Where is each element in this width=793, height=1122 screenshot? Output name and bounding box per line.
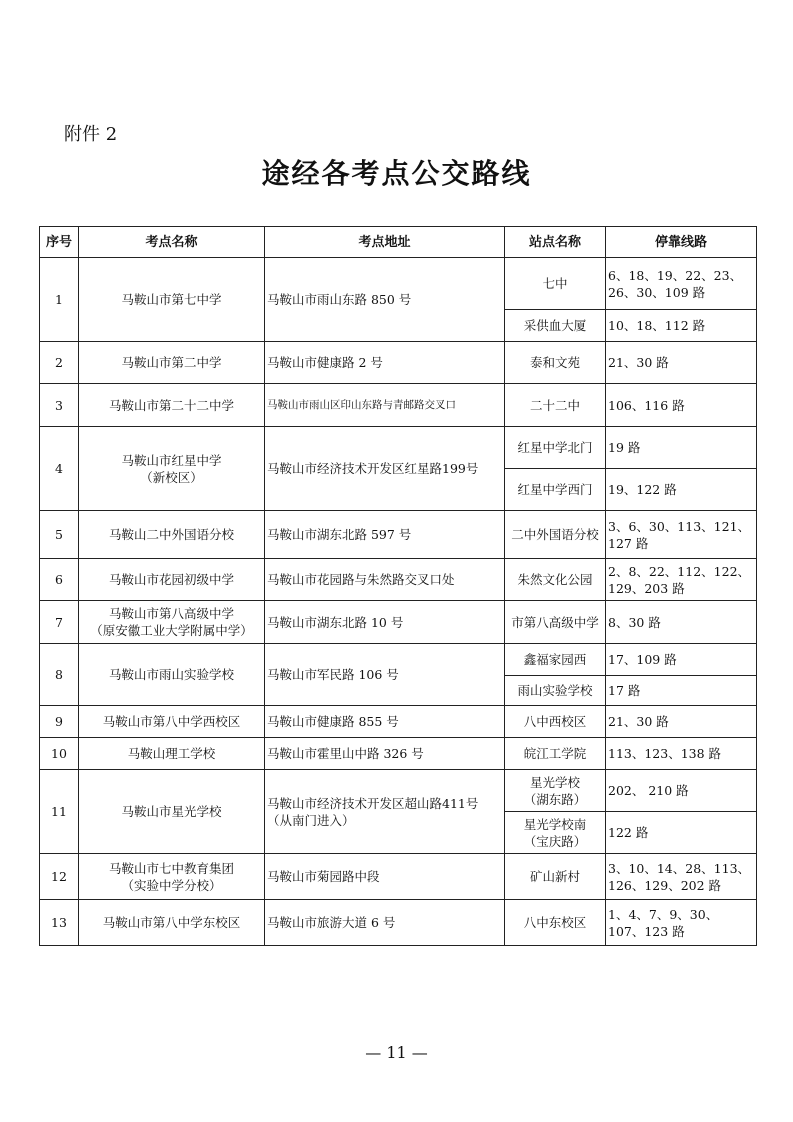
attachment-label: 附件 2 xyxy=(64,124,118,145)
table-row xyxy=(40,706,757,738)
cell-routes: 17、109 路 xyxy=(606,644,757,676)
cell-address: 马鞍山市旅游大道 6 号 xyxy=(265,900,505,946)
cell-address: 马鞍山市霍里山中路 326 号 xyxy=(265,738,505,770)
table-row xyxy=(40,559,757,601)
cell-stop-name: 鑫福家园西 xyxy=(505,644,606,676)
cell-stop-name: 七中 xyxy=(505,258,606,310)
cell-routes: 21、30 路 xyxy=(606,342,757,384)
cell-routes: 202、 210 路 xyxy=(606,770,757,812)
cell-school-name: 马鞍山市雨山实验学校 xyxy=(79,644,265,706)
cell-number: 8 xyxy=(40,644,79,706)
cell-stop-name: 市第八高级中学 xyxy=(505,601,606,644)
cell-school-name: 马鞍山市七中教育集团 （实验中学分校） xyxy=(79,854,265,900)
cell-routes: 2、8、22、112、122、129、203 路 xyxy=(606,559,757,601)
cell-routes: 6、18、19、22、23、26、30、109 路 xyxy=(606,258,757,310)
table-row xyxy=(40,770,757,812)
table-row xyxy=(40,854,757,900)
cell-stop-name: 二十二中 xyxy=(505,384,606,427)
cell-address: 马鞍山市湖东北路 597 号 xyxy=(265,511,505,559)
cell-stop-name: 采供血大厦 xyxy=(505,310,606,342)
cell-address: 马鞍山市经济技术开发区超山路411号（从南门进入） xyxy=(265,770,505,854)
table-row xyxy=(40,900,757,946)
cell-address: 马鞍山市健康路 2 号 xyxy=(265,342,505,384)
cell-stop-name: 矿山新村 xyxy=(505,854,606,900)
cell-stop-name: 八中东校区 xyxy=(505,900,606,946)
cell-address: 马鞍山市花园路与朱然路交叉口处 xyxy=(265,559,505,601)
cell-routes: 19、122 路 xyxy=(606,469,757,511)
table-row xyxy=(40,738,757,770)
table-row xyxy=(40,601,757,644)
cell-number: 3 xyxy=(40,384,79,427)
cell-number: 4 xyxy=(40,427,79,511)
cell-school-name: 马鞍山市第八高级中学 （原安徽工业大学附属中学） xyxy=(79,601,265,644)
cell-stop-name: 朱然文化公园 xyxy=(505,559,606,601)
table-row xyxy=(40,384,757,427)
cell-school-name: 马鞍山市红星中学 （新校区） xyxy=(79,427,265,511)
cell-routes: 10、18、112 路 xyxy=(606,310,757,342)
cell-address: 马鞍山市湖东北路 10 号 xyxy=(265,601,505,644)
cell-number: 5 xyxy=(40,511,79,559)
table-body xyxy=(40,258,757,946)
cell-school-name: 马鞍山市星光学校 xyxy=(79,770,265,854)
cell-routes: 3、10、14、28、113、126、129、202 路 xyxy=(606,854,757,900)
cell-stop-name: 二中外国语分校 xyxy=(505,511,606,559)
cell-routes: 113、123、138 路 xyxy=(606,738,757,770)
cell-stop-name: 星光学校南 （宝庆路） xyxy=(505,812,606,854)
bus-routes-table xyxy=(39,226,757,946)
cell-routes: 1、4、7、9、30、107、123 路 xyxy=(606,900,757,946)
cell-address: 马鞍山市军民路 106 号 xyxy=(265,644,505,706)
column-header-stop-name: 站点名称 xyxy=(505,227,606,258)
cell-stop-name: 红星中学西门 xyxy=(505,469,606,511)
table-row xyxy=(40,644,757,676)
cell-number: 2 xyxy=(40,342,79,384)
cell-number: 6 xyxy=(40,559,79,601)
cell-number: 11 xyxy=(40,770,79,854)
cell-routes: 3、6、30、113、121、127 路 xyxy=(606,511,757,559)
column-header-address: 考点地址 xyxy=(265,227,505,258)
column-header-no: 序号 xyxy=(40,227,79,258)
cell-routes: 122 路 xyxy=(606,812,757,854)
cell-number: 9 xyxy=(40,706,79,738)
cell-school-name: 马鞍山市第二十二中学 xyxy=(79,384,265,427)
column-header-school-name: 考点名称 xyxy=(79,227,265,258)
table-header-row xyxy=(40,227,757,258)
cell-school-name: 马鞍山市花园初级中学 xyxy=(79,559,265,601)
cell-number: 12 xyxy=(40,854,79,900)
cell-address: 马鞍山市健康路 855 号 xyxy=(265,706,505,738)
cell-stop-name: 八中西校区 xyxy=(505,706,606,738)
page-number: — 11 — xyxy=(365,1043,428,1062)
cell-routes: 8、30 路 xyxy=(606,601,757,644)
cell-number: 1 xyxy=(40,258,79,342)
cell-number: 10 xyxy=(40,738,79,770)
cell-stop-name: 皖江工学院 xyxy=(505,738,606,770)
table-row xyxy=(40,342,757,384)
cell-school-name: 马鞍山理工学校 xyxy=(79,738,265,770)
cell-school-name: 马鞍山市第二中学 xyxy=(79,342,265,384)
table-row xyxy=(40,511,757,559)
cell-number: 13 xyxy=(40,900,79,946)
cell-stop-name: 泰和文苑 xyxy=(505,342,606,384)
cell-routes: 17 路 xyxy=(606,676,757,706)
column-header-routes: 停靠线路 xyxy=(606,227,757,258)
table-row xyxy=(40,427,757,469)
table-row xyxy=(40,258,757,310)
cell-address: 马鞍山市雨山区印山东路与青邮路交叉口 xyxy=(265,384,505,427)
cell-stop-name: 红星中学北门 xyxy=(505,427,606,469)
cell-school-name: 马鞍山市第八中学东校区 xyxy=(79,900,265,946)
cell-school-name: 马鞍山市第八中学西校区 xyxy=(79,706,265,738)
cell-routes: 106、116 路 xyxy=(606,384,757,427)
cell-routes: 21、30 路 xyxy=(606,706,757,738)
cell-stop-name: 雨山实验学校 xyxy=(505,676,606,706)
cell-address: 马鞍山市经济技术开发区红星路199号 xyxy=(265,427,505,511)
cell-school-name: 马鞍山二中外国语分校 xyxy=(79,511,265,559)
page-title: 途经各考点公交路线 xyxy=(261,157,532,190)
cell-address: 马鞍山市雨山东路 850 号 xyxy=(265,258,505,342)
cell-address: 马鞍山市菊园路中段 xyxy=(265,854,505,900)
cell-number: 7 xyxy=(40,601,79,644)
cell-stop-name: 星光学校 （湖东路） xyxy=(505,770,606,812)
cell-routes: 19 路 xyxy=(606,427,757,469)
cell-school-name: 马鞍山市第七中学 xyxy=(79,258,265,342)
